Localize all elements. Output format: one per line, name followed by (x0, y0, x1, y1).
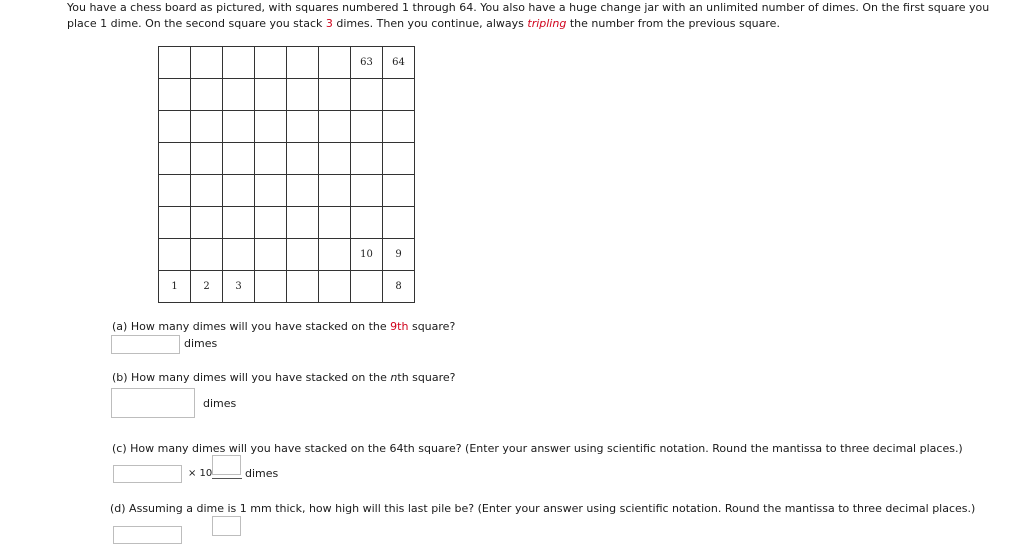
board-cell (223, 79, 255, 111)
board-cell (223, 143, 255, 175)
board-row-1 (159, 47, 415, 79)
board-cell (191, 207, 223, 239)
question-d: (d) Assuming a dime is 1 mm thick, how high will this last pile be? (Enter your answer using scientific notation. Round the mantissa to three decimal places.) (110, 502, 976, 515)
answer-c-exponent-input[interactable] (212, 455, 241, 475)
board-cell (191, 47, 223, 79)
board-cell (159, 143, 191, 175)
board-cell (319, 239, 351, 271)
board-row-3 (159, 111, 415, 143)
board-cell (255, 239, 287, 271)
board-cell (159, 79, 191, 111)
board-cell (223, 207, 255, 239)
board-row-6 (159, 207, 415, 239)
exponent-baseline (212, 478, 242, 479)
board-cell (383, 143, 415, 175)
board-cell (351, 271, 383, 303)
board-cell-9: 9 (383, 239, 415, 271)
board-cell (319, 207, 351, 239)
answer-b-unit: dimes (203, 397, 237, 410)
board-cell (223, 239, 255, 271)
board-cell (191, 175, 223, 207)
board-cell (159, 207, 191, 239)
answer-a-unit: dimes (184, 337, 218, 350)
board-cell (351, 79, 383, 111)
board-cell (287, 207, 319, 239)
board-cell (351, 175, 383, 207)
board-cell (255, 143, 287, 175)
chess-board (158, 46, 415, 303)
board-cell (287, 111, 319, 143)
question-b (112, 371, 455, 385)
question-a (112, 320, 455, 334)
board-row-2 (159, 79, 415, 111)
board-cell (287, 175, 319, 207)
board-cell (319, 271, 351, 303)
board-cell (319, 175, 351, 207)
board-cell (223, 47, 255, 79)
board-cell (319, 79, 351, 111)
board-cell (351, 207, 383, 239)
board-row-7 (159, 239, 415, 271)
board-cell (159, 175, 191, 207)
board-cell (351, 111, 383, 143)
question-a-highlight: 9th (390, 320, 409, 333)
board-cell (255, 47, 287, 79)
board-row-4 (159, 143, 415, 175)
question-c: (c) How many dimes will you have stacked on the 64th square? (Enter your answer using scientific notation. Round the mantissa to three decimal places.) (112, 442, 963, 455)
board-cell (319, 111, 351, 143)
board-cell (287, 239, 319, 271)
board-cell (191, 111, 223, 143)
board-cell (159, 47, 191, 79)
board-cell (255, 271, 287, 303)
intro-number-3: 3 (325, 17, 333, 30)
board-cell (223, 175, 255, 207)
answer-d-exponent-input[interactable] (212, 516, 241, 536)
board-cell (255, 79, 287, 111)
board-cell (383, 175, 415, 207)
board-cell-63: 63 (351, 47, 383, 79)
question-a-text: (a) How many dimes will you have stacked on the (112, 320, 391, 333)
board-cell (255, 111, 287, 143)
intro-text-2: dimes. Then you continue, always (332, 17, 528, 30)
board-cell-1: 1 (159, 271, 191, 303)
intro-text-1: You have a chess board as pictured, with squares numbered 1 through 64. You also have a huge change jar with an unlimited number of dimes. On the first square you place 1 dime. On the second square you stack (67, 1, 990, 30)
board-cell (191, 79, 223, 111)
board-cell-8: 8 (383, 271, 415, 303)
answer-d-mantissa-input[interactable] (113, 526, 182, 544)
board-row-8 (159, 271, 415, 303)
question-b-text-end: th square? (397, 371, 456, 384)
board-cell (191, 239, 223, 271)
intro-text-3: the number from the previous square. (566, 17, 780, 30)
answer-a-input[interactable] (111, 335, 180, 354)
board-cell (255, 175, 287, 207)
board-cell (351, 143, 383, 175)
problem-statement (67, 0, 1022, 32)
question-b-variable: n (390, 371, 398, 384)
board-cell (159, 239, 191, 271)
board-cell-2: 2 (191, 271, 223, 303)
answer-c-mantissa-input[interactable] (113, 465, 182, 483)
board-cell (287, 79, 319, 111)
board-cell (383, 79, 415, 111)
board-cell (383, 111, 415, 143)
answer-c-unit: dimes (245, 467, 279, 480)
board-cell (287, 143, 319, 175)
intro-tripling: tripling (527, 17, 567, 30)
board-cell (319, 47, 351, 79)
board-cell (191, 143, 223, 175)
times-ten-label: × 10 (188, 468, 213, 479)
board-cell (255, 207, 287, 239)
board-cell-3: 3 (223, 271, 255, 303)
board-cell (319, 143, 351, 175)
question-b-text: (b) How many dimes will you have stacked on the (112, 371, 391, 384)
board-cell (383, 207, 415, 239)
question-a-text-end: square? (408, 320, 456, 333)
board-row-5 (159, 175, 415, 207)
board-cell-10: 10 (351, 239, 383, 271)
board-cell (287, 271, 319, 303)
board-cell (223, 111, 255, 143)
board-cell (159, 111, 191, 143)
board-cell-64: 64 (383, 47, 415, 79)
answer-b-input[interactable] (111, 388, 195, 418)
board-cell (287, 47, 319, 79)
